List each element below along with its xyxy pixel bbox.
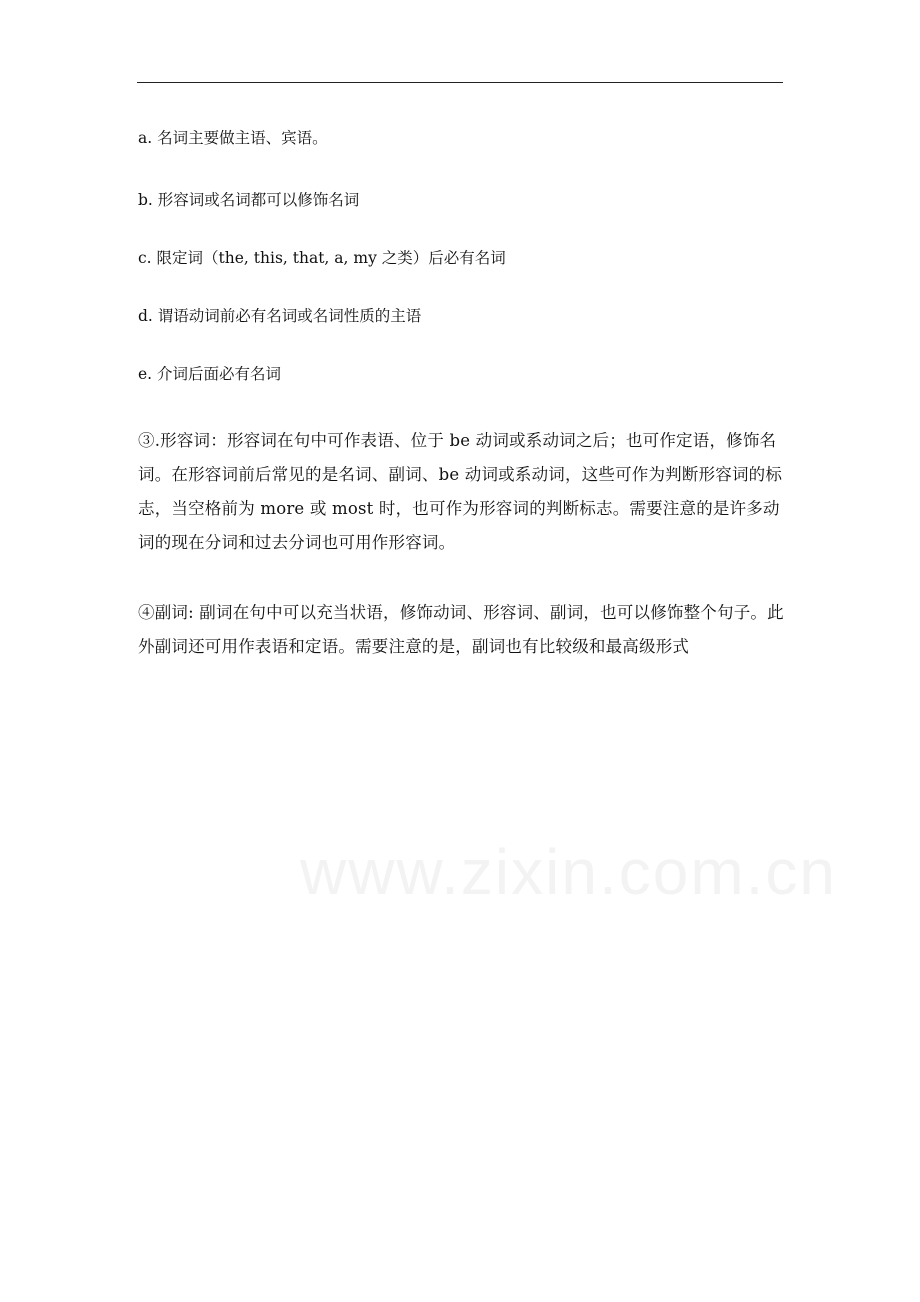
watermark: www.zixin.com.cn xyxy=(300,836,837,908)
paragraph-adjective: ③.形容词：形容词在句中可作表语、位于 be 动词或系动词之后；也可作定语，修饰名词。在形容词前后常见的是名词、副词、be 动词或系动词，这些可作为判断形容词的标志，当空格前为 more 或 most 时，也可作为形容词的判断标志。需要注意的是许多动词的现在分词和过去分词也可用作形容词。 xyxy=(138,431,783,552)
list-item-a: a. 名词主要做主语、宾语。 xyxy=(138,129,328,147)
list-item-d: d. 谓语动词前必有名词或名词性质的主语 xyxy=(138,307,422,325)
list-item-b: b. 形容词或名词都可以修饰名词 xyxy=(138,191,360,209)
list-item-c: c. 限定词（the, this, that, a, my 之类）后必有名词 xyxy=(138,249,506,267)
list-item-e: e. 介词后面必有名词 xyxy=(138,365,282,383)
header-rule xyxy=(137,82,783,83)
paragraph-adverb: ④副词: 副词在句中可以充当状语，修饰动词、形容词、副词，也可以修饰整个句子。此外副词还可用作表语和定语。需要注意的是，副词也有比较级和最高级形式 xyxy=(138,603,784,656)
